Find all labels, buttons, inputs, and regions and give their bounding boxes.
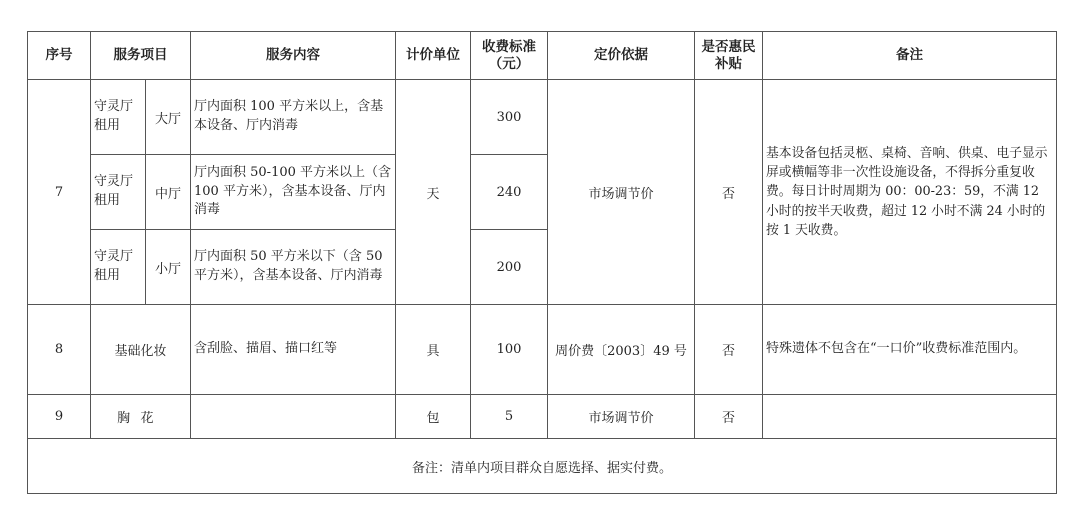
row9-unit: 包 [396, 395, 471, 439]
header-item: 服务项目 [91, 32, 191, 80]
row8-subsidy: 否 [695, 305, 763, 395]
row7-size-medium: 中厅 [146, 155, 191, 230]
header-fee: 收费标准（元） [471, 32, 548, 80]
row7-category: 守灵厅租用 [91, 230, 146, 305]
row7-content-small: 厅内面积 50 平方米以下（含 50 平方米），含基本设备、厅内消毒 [191, 230, 396, 305]
header-remark: 备注 [763, 32, 1057, 80]
row7-fee-small: 200 [471, 230, 548, 305]
header-row [28, 32, 1057, 80]
row9-remark [763, 395, 1057, 439]
header-seq: 序号 [28, 32, 91, 80]
table-row [28, 80, 1057, 155]
row7-subsidy: 否 [695, 80, 763, 305]
row8-remark: 特殊遗体不包含在“一口价”收费标准范围内。 [763, 305, 1057, 395]
row9-content [191, 395, 396, 439]
footer-row [28, 439, 1057, 494]
row9-fee: 5 [471, 395, 548, 439]
header-content: 服务内容 [191, 32, 396, 80]
row8-content: 含刮脸、描眉、描口红等 [191, 305, 396, 395]
header-subsidy: 是否惠民补贴 [695, 32, 763, 80]
row7-size-small: 小厅 [146, 230, 191, 305]
row8-unit: 具 [396, 305, 471, 395]
row7-fee-large: 300 [471, 80, 548, 155]
footer-note: 备注：清单内项目群众自愿选择、据实付费。 [28, 439, 1057, 494]
row9-subsidy: 否 [695, 395, 763, 439]
fee-table [27, 31, 1057, 494]
row7-fee-medium: 240 [471, 155, 548, 230]
table-row [28, 395, 1057, 439]
header-unit: 计价单位 [396, 32, 471, 80]
row7-size-large: 大厅 [146, 80, 191, 155]
row8-basis: 周价费〔2003〕49 号 [548, 305, 695, 395]
row7-remark: 基本设备包括灵柩、桌椅、音响、供桌、电子显示屏或横幅等非一次性设施设备，不得拆分重复收费。每日计时周期为 00：00-23：59，不满 12 小时的按半天收费，超过 12 小时不满 24 小时的按 1 天收费。 [763, 80, 1057, 305]
row7-seq: 7 [28, 80, 91, 305]
row9-seq: 9 [28, 395, 91, 439]
row7-category: 守灵厅租用 [91, 80, 146, 155]
row7-unit: 天 [396, 80, 471, 305]
row8-seq: 8 [28, 305, 91, 395]
header-basis: 定价依据 [548, 32, 695, 80]
row8-item: 基础化妆 [91, 305, 191, 395]
row7-content-large: 厅内面积 100 平方米以上，含基本设备、厅内消毒 [191, 80, 396, 155]
row8-fee: 100 [471, 305, 548, 395]
table-row [28, 305, 1057, 395]
row7-basis: 市场调节价 [548, 80, 695, 305]
row9-item: 胸花 [91, 395, 191, 439]
row7-content-medium: 厅内面积 50-100 平方米以上（含 100 平方米），含基本设备、厅内消毒 [191, 155, 396, 230]
row9-basis: 市场调节价 [548, 395, 695, 439]
row7-category: 守灵厅租用 [91, 155, 146, 230]
